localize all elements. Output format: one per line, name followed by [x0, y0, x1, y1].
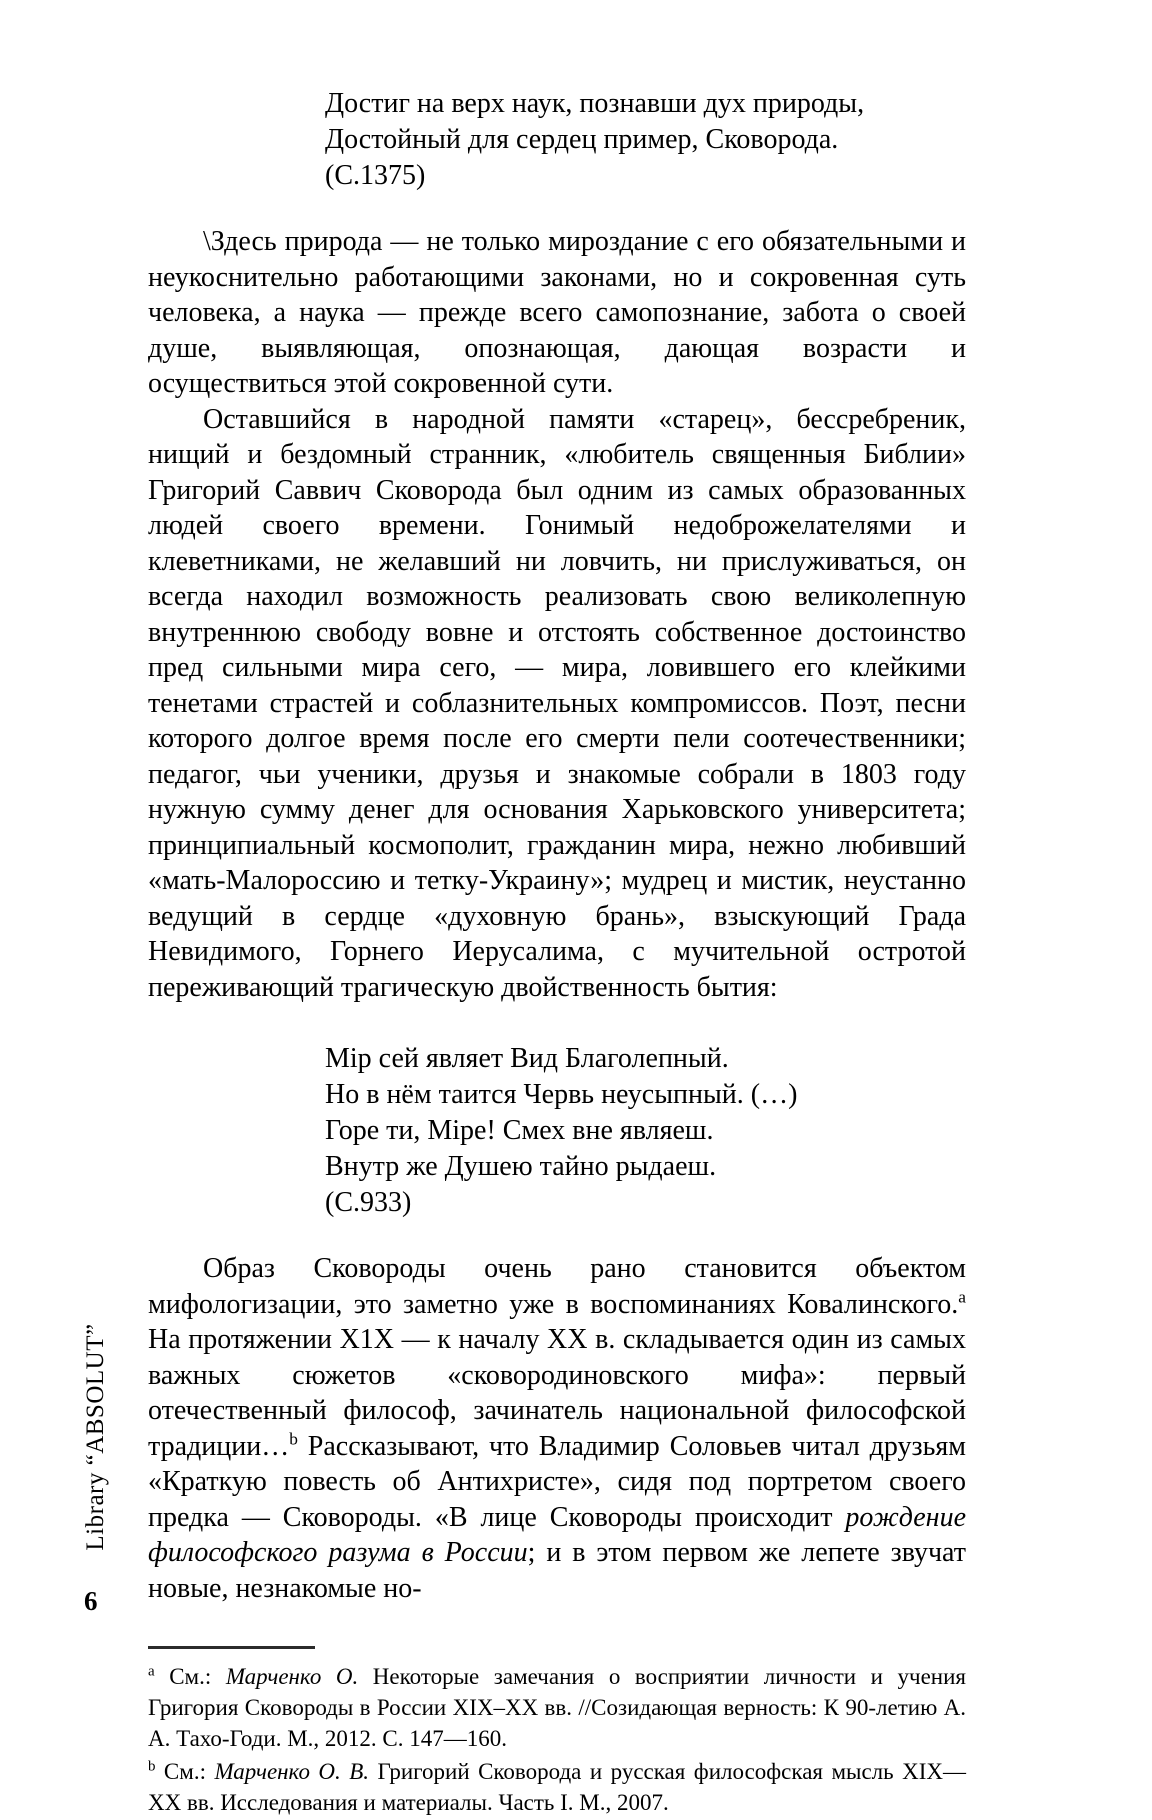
- footnote-ref-b: b: [289, 1429, 298, 1449]
- verse-line: Достойный для сердец пример, Сковорода.: [325, 124, 839, 155]
- footnote-separator: [148, 1646, 315, 1649]
- paragraph-3-text: ; и в этом первом же лепете звучат новые, незнакомые но-: [148, 1537, 966, 1604]
- paragraph-1: \Здесь природа — не только мироздание с его обязательными и неукоснительно работающими законами, но и сокровенная суть человека, а наука — прежде всего самопознание, забота о своей душе, выявляющая, опознающая, дающая возрасти и осуществиться этой сокровенной сути.: [148, 226, 966, 399]
- paragraph-3-text: На протяжении X1X — к началу XX в. складывается один из самых важных сюжетов «сковородиновского мифа»: первый отечественный философ, зачинатель национальной философской традиции…: [148, 1324, 966, 1462]
- quote-verse: [325, 1041, 966, 1221]
- page-number: 6: [84, 1586, 98, 1616]
- paragraph-3: [148, 1251, 966, 1606]
- verse-citation: (С.933): [325, 1187, 412, 1218]
- verse-line: Горе ти, Міре! Смех вне являеш.: [325, 1115, 714, 1146]
- paragraph-3-text: Образ Сковороды очень рано становится объектом мифологизации, это заметно уже в воспоминаниях Ковалинского.: [148, 1253, 966, 1320]
- verse-line: Но в нём таится Червь неусыпный. (…): [325, 1079, 798, 1110]
- footnote-a-marker: a: [148, 1663, 155, 1680]
- verse-line: Достиг на верх наук, познавши дух природы,: [325, 88, 865, 119]
- footnote-a-text: Некоторые замечания о восприятии личности и учения Григория Сковороды в России XIX–XX вв. //Созидающая верность: К 90-летию А. А. Тахо-Годи. М., 2012. С. 147—160.: [148, 1664, 966, 1751]
- page-content: [148, 0, 966, 1820]
- footnote-ref-a: a: [958, 1287, 966, 1307]
- paragraph-3-text: Рассказывают, что Владимир Соловьев читал друзьям «Краткую повесть об Антихристе», сидя под портретом своего предка — Сковороды. «В лице Сковороды происходит: [148, 1430, 966, 1533]
- footnote-b-text: Григорий Сковорода и русская философская мысль XIX—XX вв. Исследования и материалы. Часть I. М., 2007.: [148, 1759, 966, 1815]
- verse-citation: (С.1375): [325, 160, 426, 191]
- epigraph-verse: [325, 86, 966, 194]
- footnote-b-text: См.:: [155, 1759, 215, 1784]
- library-watermark: Library “ABSOLUT”: [82, 1323, 109, 1551]
- footnote-a: [148, 1661, 966, 1754]
- paragraph-2: Оставшийся в народной памяти «старец», бессребреник, нищий и бездомный странник, «любитель священныя Библии» Григорий Саввич Сковорода был одним из самых образованных людей своего времени. Гонимый недоброжелателями и клеветниками, не желавший ни ловчить, ни прислуживаться, он всегда находил возможность реализовать свою великолепную внутреннюю свободу вовне и отстоять собственное достоинство пред сильными мира сего, — мира, ловившего его клейкими тенетами страстей и соблазнительных компромиссов. Поэт, песни которого долгое время после его смерти пели соотечественники; педагог, чьи ученики, друзья и знакомые собрали в 1803 году нужную сумму денег для основания Харьковского университета; принципиальный космополит, гражданин мира, нежно любивший «мать-Малороссию и тетку-Украину»; мудрец и мистик, неустанно ведущий в сердце «духовную брань», взыскующий Града Невидимого, Горнего Иерусалима, с мучительной остротой переживающий трагическую двойственность бытия:: [148, 403, 966, 1003]
- footnote-b: [148, 1756, 966, 1818]
- paragraph-3-italic-text: рождение философского разума в России: [148, 1501, 966, 1568]
- footnote-b-author: Марченко О. В.: [214, 1759, 370, 1784]
- verse-line: Мір сей являет Вид Благолепный.: [325, 1043, 729, 1074]
- verse-line: Внутр же Душею тайно рыдаеш.: [325, 1151, 717, 1182]
- footnote-b-marker: b: [148, 1758, 156, 1775]
- footnote-a-text: См.:: [154, 1664, 226, 1689]
- footnote-a-author: Марченко О.: [225, 1664, 359, 1689]
